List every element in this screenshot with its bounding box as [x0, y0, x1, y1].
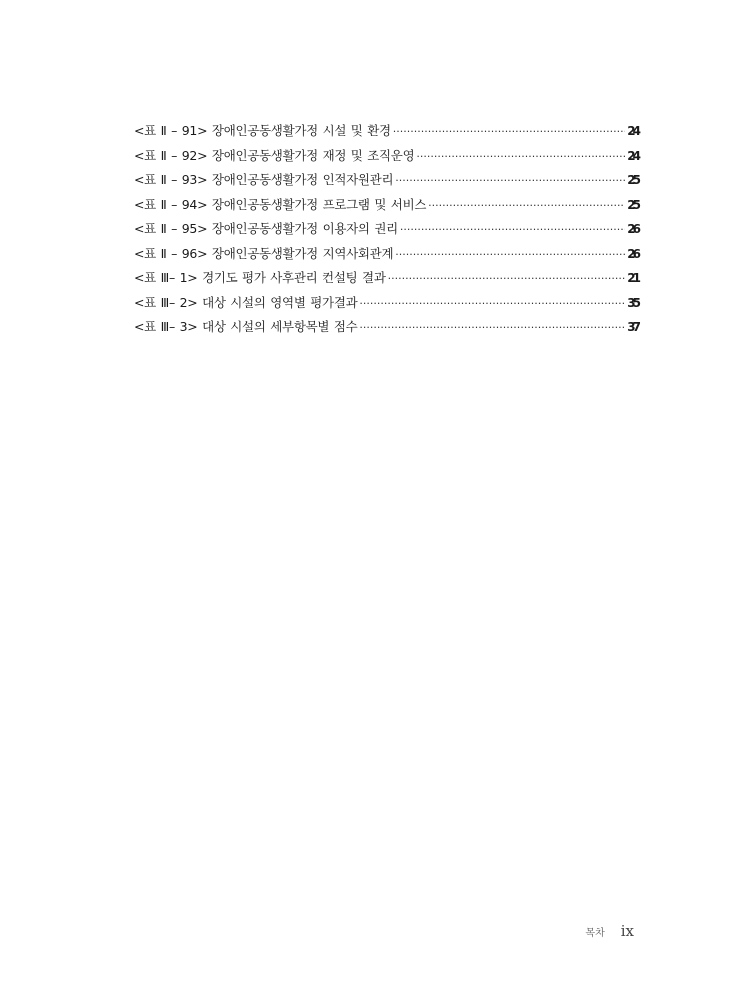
toc-entry-label: <표 Ⅲ– 2> 대상 시설의 영역별 평가결과	[134, 294, 358, 310]
dot-leader	[428, 199, 625, 212]
toc-entry[interactable]	[134, 219, 638, 244]
toc-entry-page: 35	[627, 295, 638, 310]
toc-entry-page: 25	[627, 173, 638, 187]
footer-section-title: 목차	[585, 928, 605, 939]
toc-entry-page: 37	[627, 320, 638, 334]
toc-entry-page: 26	[627, 222, 638, 236]
toc-entry[interactable]	[134, 195, 638, 220]
toc-entry[interactable]	[134, 146, 638, 171]
table-of-contents	[134, 121, 638, 342]
toc-entry-label: <표 Ⅱ – 96> 장애인공동생활가정 지역사회관계	[134, 245, 394, 261]
toc-entry[interactable]	[134, 317, 638, 342]
toc-entry[interactable]	[134, 121, 638, 146]
dot-leader	[416, 150, 625, 163]
toc-entry-label: <표 Ⅲ– 1> 경기도 평가 사후관리 컨설팅 결과	[134, 270, 386, 285]
dot-leader	[395, 174, 625, 187]
dot-leader	[400, 223, 625, 236]
dot-leader	[359, 321, 625, 334]
toc-entry[interactable]	[134, 268, 638, 293]
toc-entry[interactable]	[134, 244, 638, 269]
toc-entry[interactable]	[134, 293, 638, 318]
footer-page-number: ix	[620, 922, 634, 940]
toc-entry-label: <표 Ⅱ – 95> 장애인공동생활가정 이용자의 권리	[134, 221, 398, 236]
toc-entry-label: <표 Ⅱ – 91> 장애인공동생활가정 시설 및 환경	[134, 123, 391, 138]
dot-leader	[388, 272, 626, 285]
toc-entry-label: <표 Ⅱ – 93> 장애인공동생활가정 인적자원관리	[134, 172, 394, 187]
toc-entry-page: 25	[627, 197, 638, 212]
toc-entry-label: <표 Ⅱ – 92> 장애인공동생활가정 재정 및 조직운영	[134, 147, 415, 163]
toc-entry-label: <표 Ⅱ – 94> 장애인공동생활가정 프로그램 및 서비스	[134, 196, 427, 212]
dot-leader	[395, 248, 625, 261]
toc-entry-page: 26	[627, 246, 638, 261]
toc-entry-label: <표 Ⅲ– 3> 대상 시설의 세부항목별 점수	[134, 319, 358, 334]
dot-leader	[393, 125, 626, 138]
toc-entry-page: 24	[627, 148, 638, 163]
toc-entry[interactable]	[134, 170, 638, 195]
page-footer	[585, 922, 634, 940]
toc-entry-page: 21	[627, 271, 638, 285]
toc-entry-page: 24	[627, 124, 638, 138]
dot-leader	[359, 297, 625, 310]
